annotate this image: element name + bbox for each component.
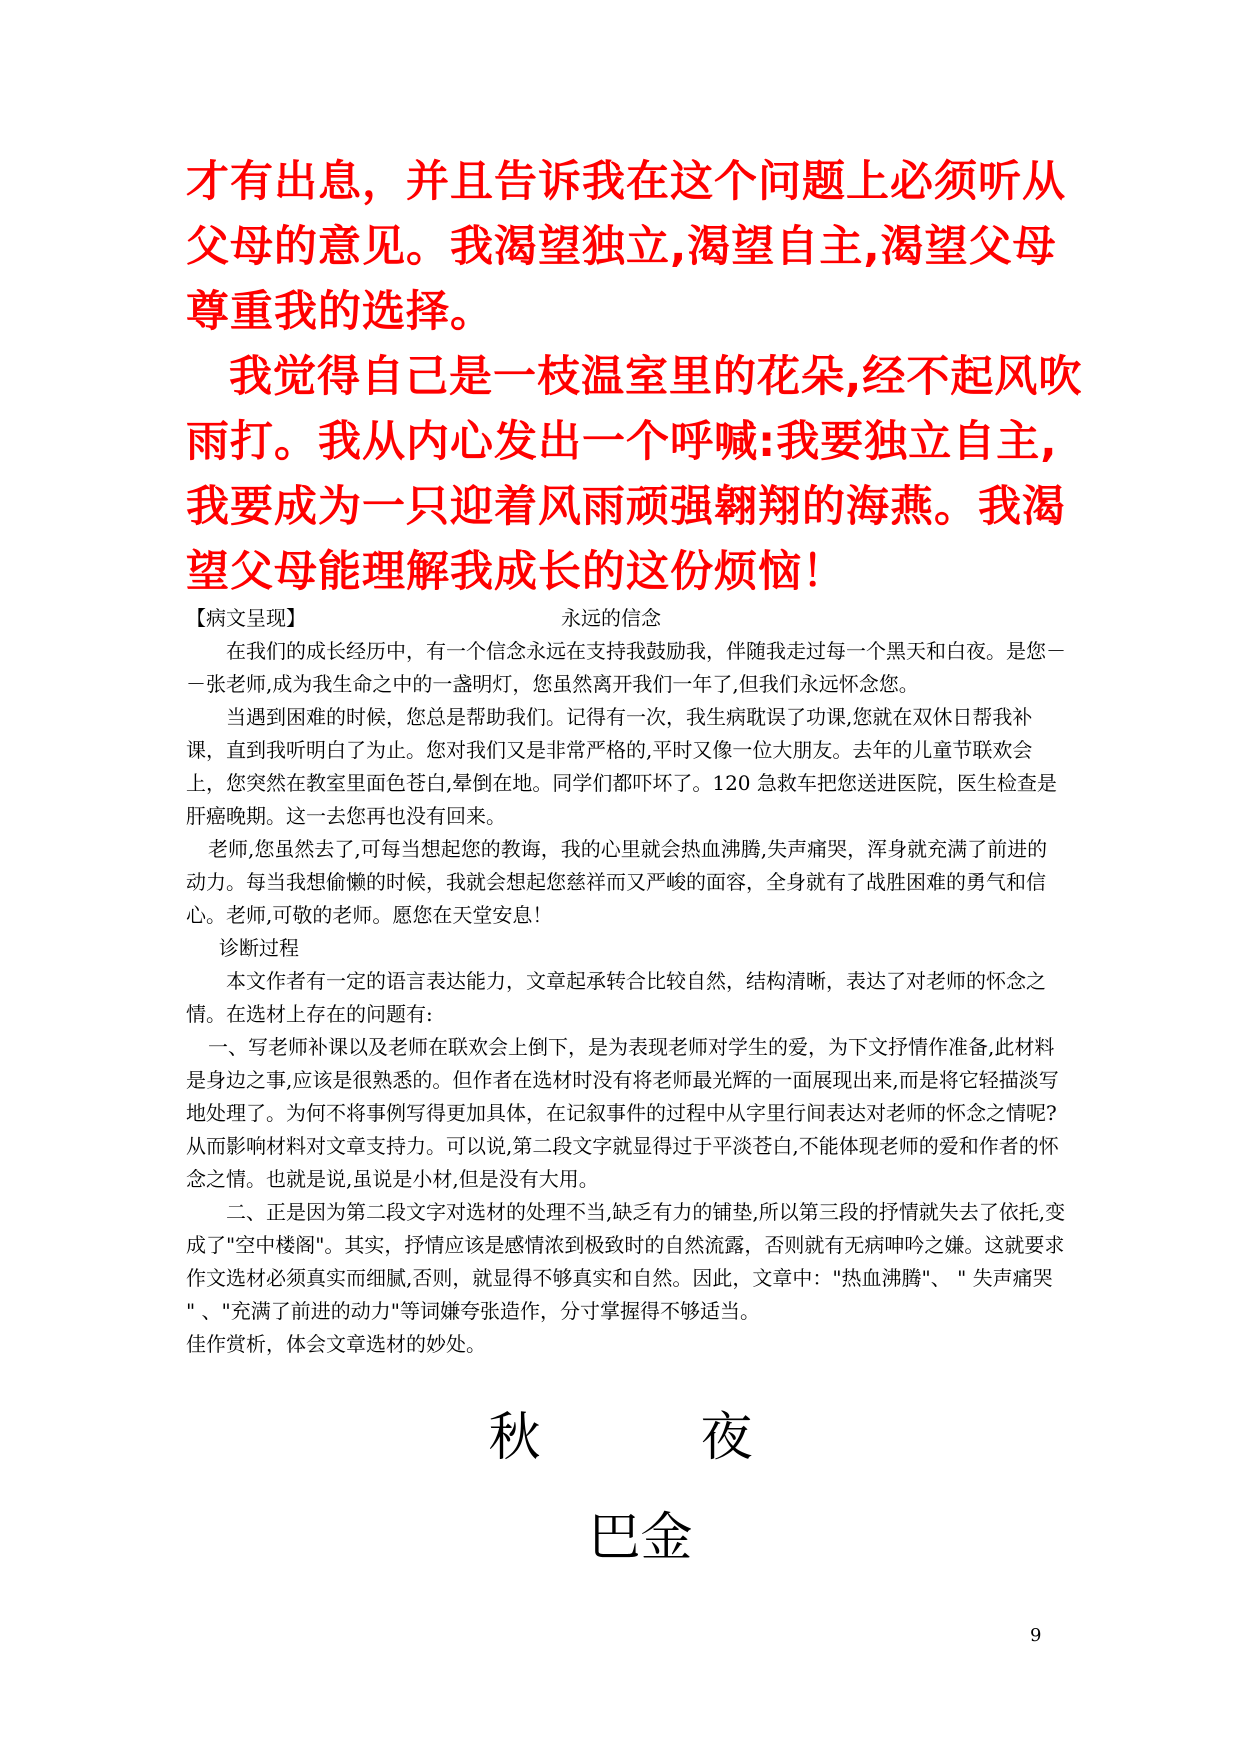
essay-title: 永远的信念	[561, 606, 661, 630]
essay-paragraph-3: 老师,您虽然去了,可每当想起您的教诲，我的心里就会热血沸腾,失声痛哭，浑身就充满了前进的动力。每当我想偷懒的时候，我就会想起您慈祥而又严峻的面容，全身就有了战胜困难的勇气和信心。老师,可敬的老师。愿您在天堂安息！	[186, 837, 1048, 927]
red-highlight-text	[186, 150, 1086, 605]
red-paragraph-2: 我觉得自己是一枝温室里的花朵,经不起风吹雨打。我从内心发出一个呼喊:我要独立自主,我要成为一只迎着风雨顽强翱翔的海燕。我渴望父母能理解我成长的这份烦恼！	[186, 352, 1083, 597]
next-title-char-2: 夜	[700, 1408, 753, 1468]
appreciation-label: 佳作赏析，体会文章选材的妙处。	[186, 1332, 486, 1356]
section-label: 【病文呈现】	[186, 606, 306, 630]
essay-paragraph-1: 在我们的成长经历中，有一个信念永远在支持我鼓励我，伴随我走过每一个黑天和白夜。是您－－张老师,成为我生命之中的一盏明灯，您虽然离开我们一年了,但我们永远怀念您。	[186, 639, 1066, 696]
next-essay-author: 巴金	[588, 1508, 693, 1568]
red-paragraph-1: 才有出息，并且告诉我在这个问题上必须听从父母的意见。我渴望独立,渴望自主,渴望父母尊重我的选择。	[186, 157, 1066, 337]
next-title-char-1: 秋	[488, 1408, 541, 1468]
diagnosis-paragraph-2: 一、写老师补课以及老师在联欢会上倒下，是为表现老师对学生的爱，为下文抒情作准备,此材料是身边之事,应该是很熟悉的。但作者在选材时没有将老师最光辉的一面展现出来,而是将它轻描淡写地处理了。为何不将事例写得更加具体，在记叙事件的过程中从字里行间表达对老师的怀念之情呢?从而影响材料对文章支持力。可以说,第二段文字就显得过于平淡苍白,不能体现老师的爱和作者的怀念之情。也就是说,虽说是小材,但是没有大用。	[186, 1035, 1059, 1191]
page-number: 9	[1030, 1625, 1042, 1646]
next-essay-title	[0, 1395, 1241, 1470]
document-body	[186, 602, 1066, 1361]
diagnosis-label: 诊断过程	[219, 936, 299, 960]
essay-heading-row	[186, 602, 1066, 635]
essay-paragraph-2: 当遇到困难的时候，您总是帮助我们。记得有一次，我生病耽误了功课,您就在双休日帮我补课，直到我听明白了为止。您对我们又是非常严格的,平时又像一位大朋友。去年的儿童节联欢会上，您突然在教室里面色苍白,晕倒在地。同学们都吓坏了。120 急救车把您送进医院，医生检查是肝癌晚期。这一去您再也没有回来。	[186, 705, 1057, 828]
diagnosis-paragraph-3: 二、正是因为第二段文字对选材的处理不当,缺乏有力的铺垫,所以第三段的抒情就失去了依托,变成了"空中楼阁"。其实，抒情应该是感情浓到极致时的自然流露，否则就有无病呻吟之嫌。这就要求作文选材必须真实而细腻,否则，就显得不够真实和自然。因此，文章中："热血沸腾"、 " 失声痛哭 " 、"充满了前进的动力"等词嫌夸张造作，分寸掌握得不够适当。	[186, 1200, 1066, 1323]
diagnosis-paragraph-1: 本文作者有一定的语言表达能力，文章起承转合比较自然，结构清晰，表达了对老师的怀念之情。在选材上存在的问题有:	[186, 969, 1046, 1026]
